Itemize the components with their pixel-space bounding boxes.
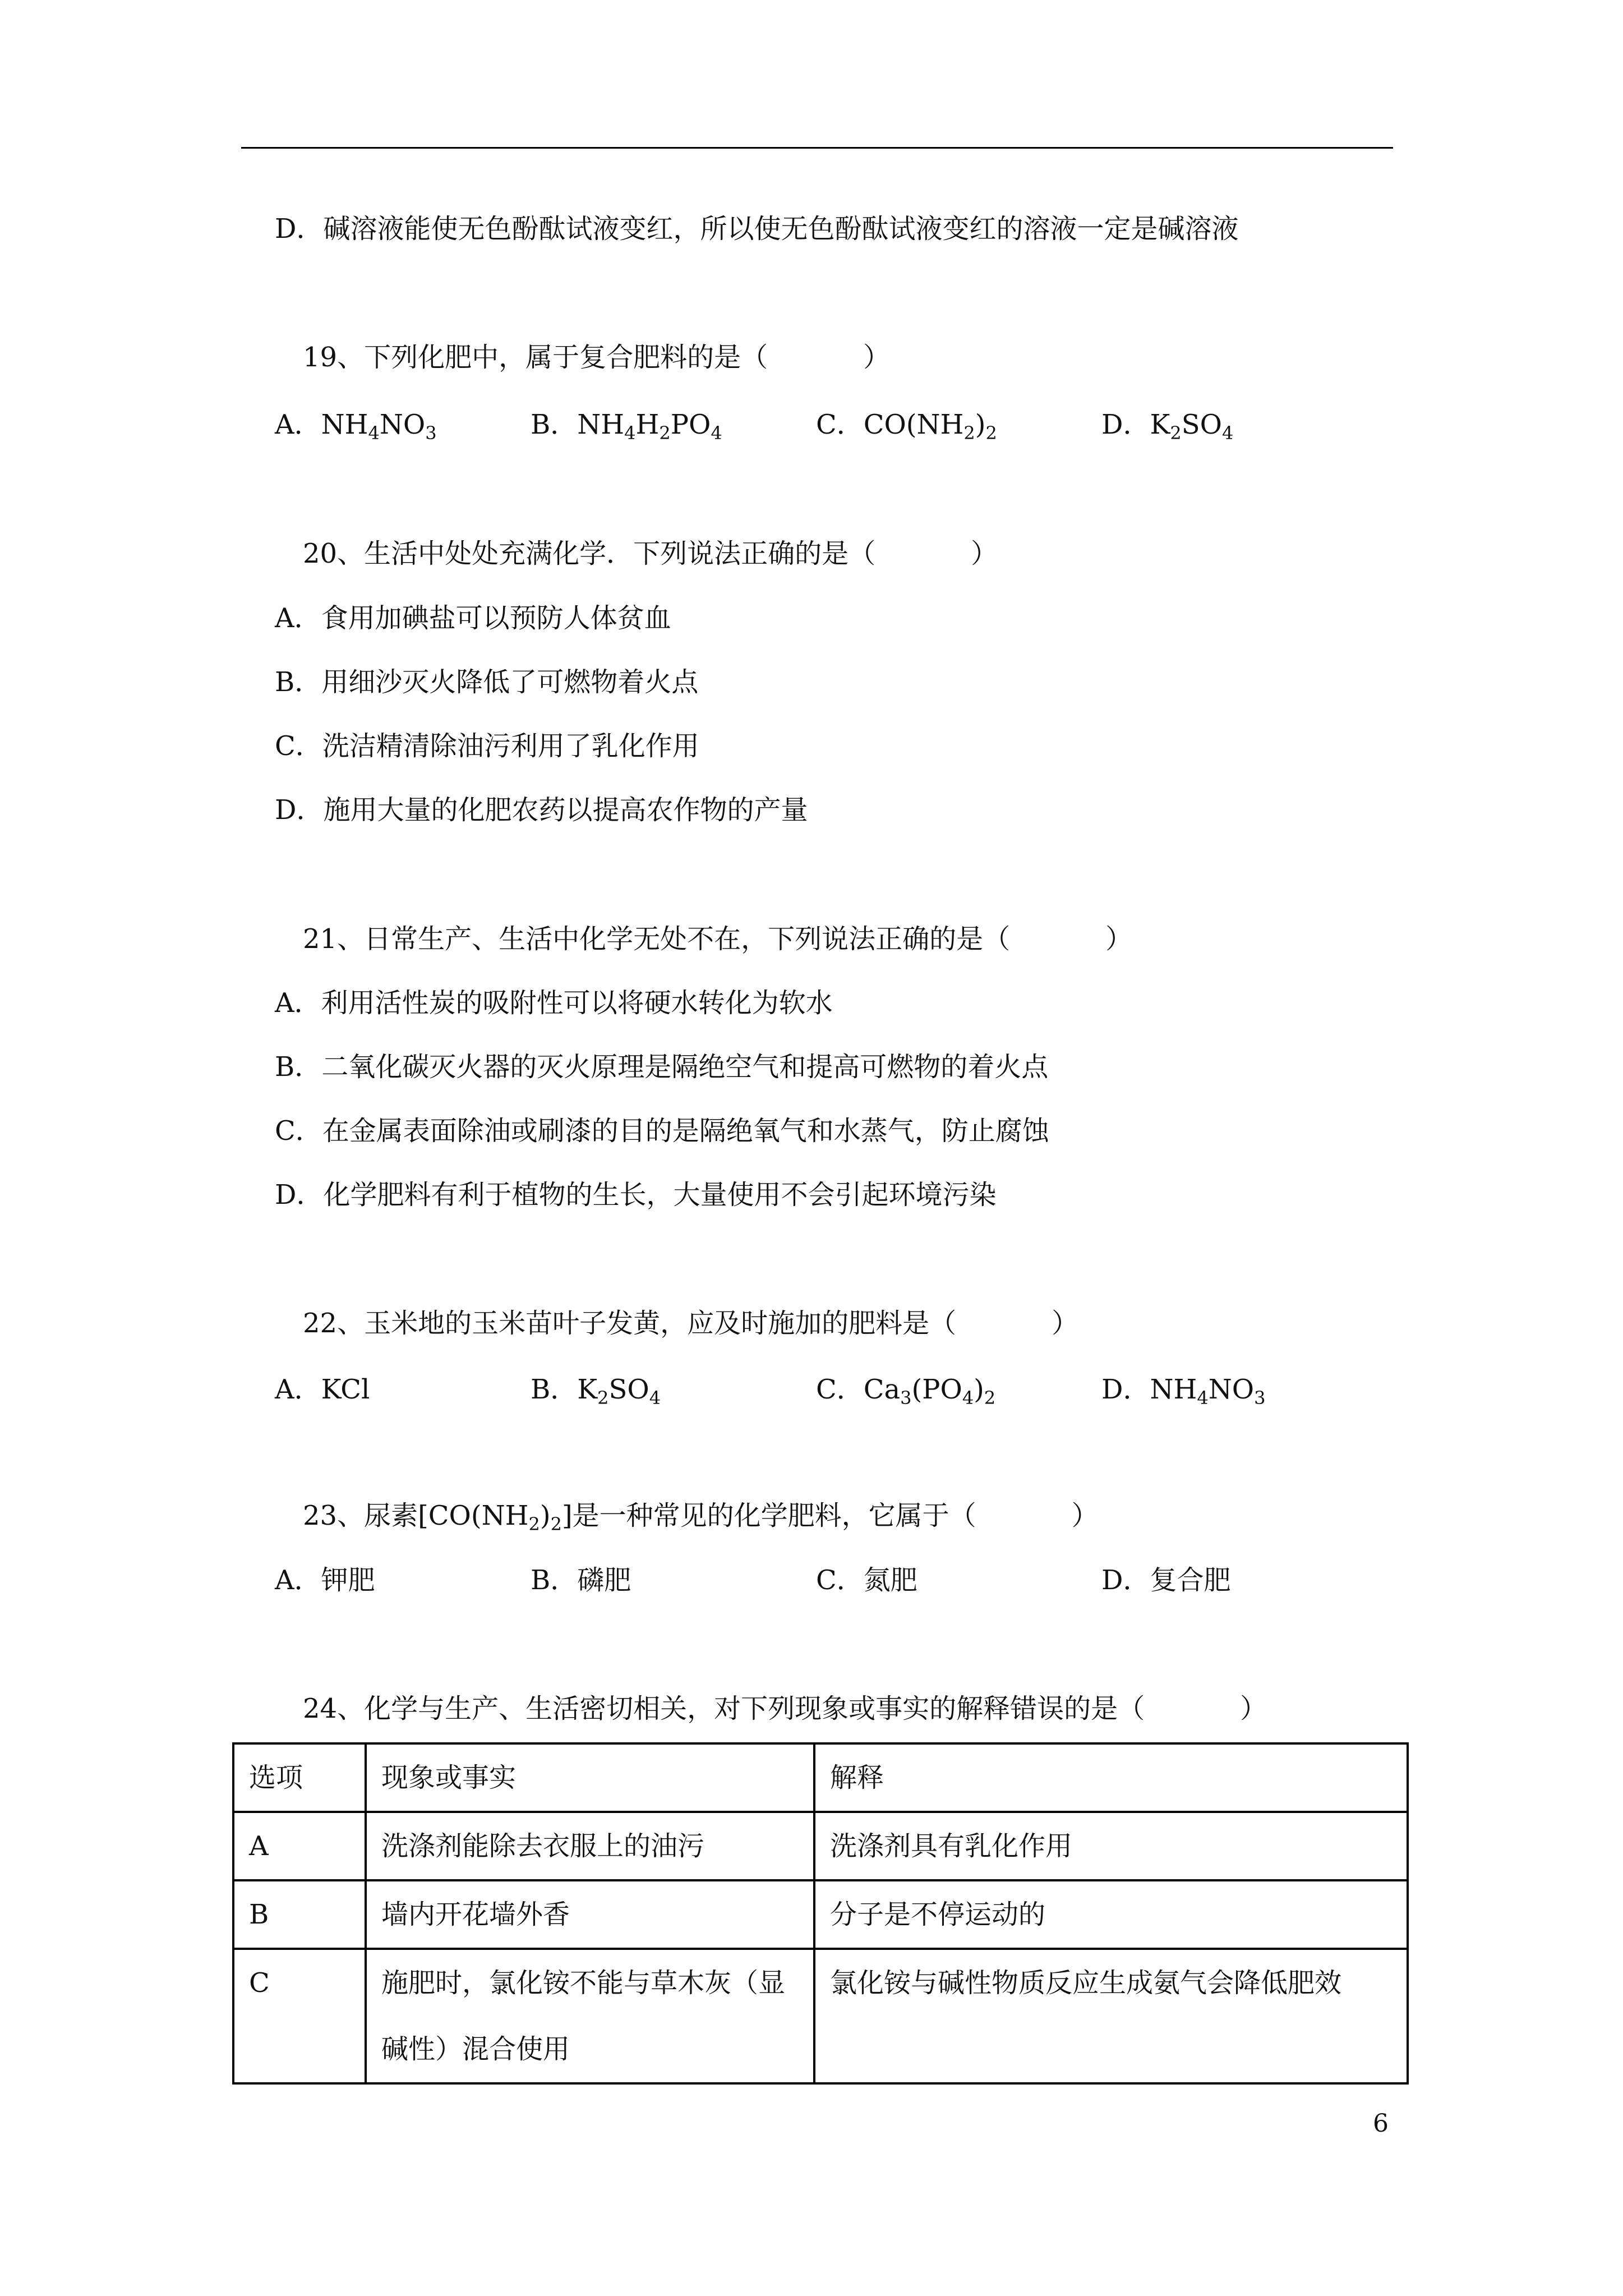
- table-row: [233, 1880, 1408, 1949]
- q21-option-d: D．化学肥料有利于植物的生长，大量使用不会引起环境污染: [275, 1179, 997, 1211]
- table-row: [233, 1812, 1408, 1880]
- q22-option-d: D．$NH_4NO_3$: [1101, 1374, 1266, 1409]
- q21-stem: 21、日常生产、生活中化学无处不在，下列说法正确的是（ ）: [303, 923, 1133, 955]
- q20-option-b: B．用细沙灭火降低了可燃物着火点: [275, 666, 699, 698]
- q24-stem: 24、化学与生产、生活密切相关，对下列现象或事实的解释错误的是（ ）: [303, 1693, 1267, 1724]
- q24-table: [232, 1742, 1409, 2085]
- q19-option-d: D．$K_2SO_4$: [1101, 409, 1234, 444]
- q23-option-b: B．磷肥: [531, 1565, 631, 1596]
- table-header-row: [233, 1743, 1408, 1812]
- q19-option-a: A．$NH_4NO_3$: [275, 409, 437, 444]
- q19-option-b: B．$NH_4H_2PO_4$: [531, 409, 722, 444]
- q21-option-b: B．二氧化碳灭火器的灭火原理是隔绝空气和提高可燃物的着火点: [275, 1051, 1049, 1083]
- q21-option-c: C．在金属表面除油或刷漆的目的是隔绝氧气和水蒸气，防止腐蚀: [275, 1115, 1049, 1147]
- q23-option-a: A．钾肥: [275, 1565, 375, 1596]
- table-cell: B: [233, 1880, 366, 1949]
- q23-stem: 23、尿素$[CO(NH_2)_2]$是一种常见的化学肥料，它属于（ ）: [303, 1500, 1099, 1535]
- table-header-cell: 解释: [814, 1743, 1408, 1812]
- table-cell: C: [233, 1949, 366, 2083]
- table-cell: 氯化铵与碱性物质反应生成氨气会降低肥效: [814, 1949, 1408, 2083]
- page-number: 6: [1373, 2109, 1389, 2138]
- q21-option-a: A．利用活性炭的吸附性可以将硬水转化为软水: [275, 987, 833, 1019]
- q19-close-paren: ）: [863, 342, 891, 373]
- table-cell: 施肥时，氯化铵不能与草木灰（显碱性）混合使用: [366, 1949, 814, 2083]
- q19-option-c: C．$CO(NH_2)_2$: [816, 409, 997, 444]
- table-cell: 洗涤剂具有乳化作用: [814, 1812, 1408, 1880]
- q22-stem: 22、玉米地的玉米苗叶子发黄，应及时施加的肥料是（ ）: [303, 1308, 1079, 1339]
- q19-stem: [303, 339, 890, 375]
- table-header-cell: 现象或事实: [366, 1743, 814, 1812]
- q20-option-a: A．食用加碘盐可以预防人体贫血: [275, 602, 671, 634]
- q20-stem: 20、生活中处处充满化学．下列说法正确的是（ ）: [303, 538, 998, 569]
- q20-option-c: C．洗洁精清除油污利用了乳化作用: [275, 730, 699, 762]
- q18-option-d: D．碱溶液能使无色酚酞试液变红，所以使无色酚酞试液变红的溶液一定是碱溶液: [275, 213, 1239, 245]
- table-cell: 洗涤剂能除去衣服上的油污: [366, 1812, 814, 1880]
- header-rule: [241, 147, 1393, 149]
- q20-option-d: D．施用大量的化肥农药以提高农作物的产量: [275, 794, 808, 826]
- table-cell: A: [233, 1812, 366, 1880]
- q22-option-b: B．$K_2SO_4$: [531, 1374, 661, 1409]
- q22-option-a: A．KCl: [275, 1374, 370, 1405]
- q23-option-c: C．氮肥: [816, 1565, 917, 1596]
- table-header-cell: 选项: [233, 1743, 366, 1812]
- table-cell: 墙内开花墙外香: [366, 1880, 814, 1949]
- q22-option-c: C．$Ca_3(PO_4)_2$: [816, 1374, 996, 1409]
- q19-stem-text: 19、下列化肥中，属于复合肥料的是（: [303, 342, 768, 373]
- q23-option-d: D．复合肥: [1101, 1565, 1231, 1596]
- table-cell: 分子是不停运动的: [814, 1880, 1408, 1949]
- table-row: [233, 1949, 1408, 2083]
